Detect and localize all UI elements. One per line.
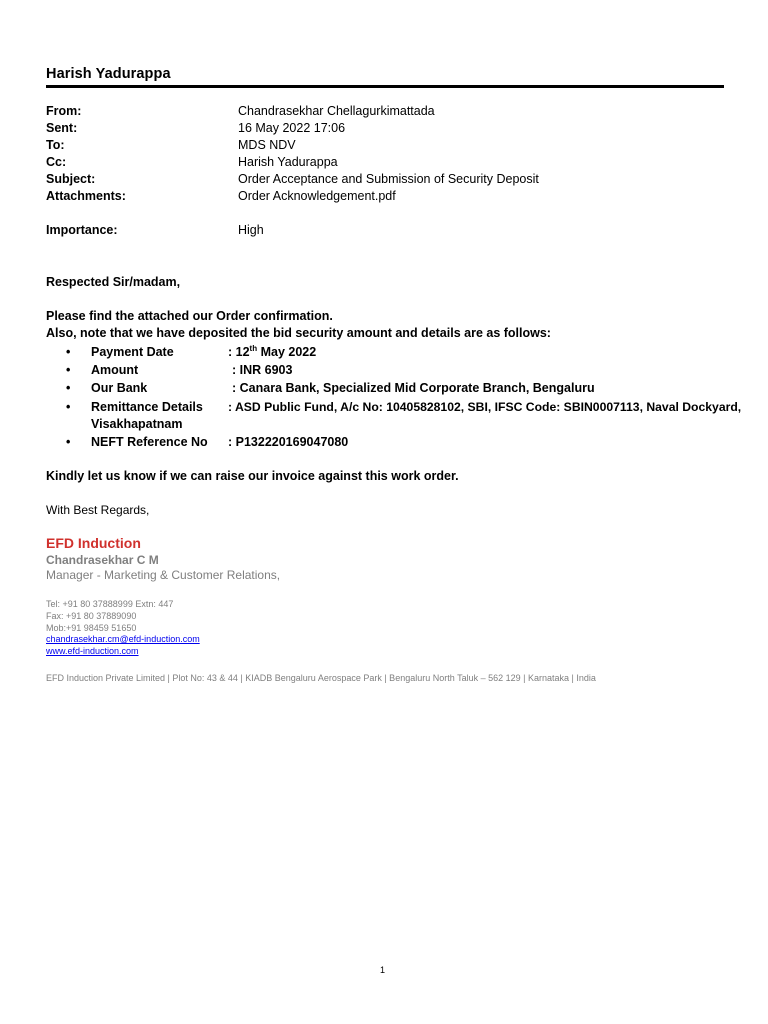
importance-value: High — [238, 223, 264, 237]
cc-value: Harish Yadurappa — [238, 155, 338, 169]
bullet-label: Our Bank — [91, 381, 148, 395]
greeting: Respected Sir/madam, — [46, 275, 181, 289]
sent-value: 16 May 2022 17:06 — [238, 121, 346, 135]
bullet-icon: • — [66, 435, 71, 449]
bullet-label: Amount — [91, 363, 139, 377]
bullet-label: NEFT Reference No — [91, 435, 208, 449]
importance-label: Importance: — [46, 223, 118, 237]
page-number: 1 — [380, 965, 386, 975]
subject-label: Subject: — [46, 172, 96, 186]
signature-title: Manager - Marketing & Customer Relations, — [46, 568, 281, 582]
regards: With Best Regards, — [46, 503, 150, 517]
attachments-label: Attachments: — [46, 189, 126, 203]
signature-name: Chandrasekhar C M — [46, 553, 159, 567]
from-value: Chandrasekhar Chellagurkimattada — [238, 104, 435, 118]
to-label: To: — [46, 138, 65, 152]
bullet-value: : 12th May 2022 — [228, 343, 317, 359]
attachment-file[interactable]: Order Acknowledgement.pdf — [238, 189, 396, 203]
bullet-icon: • — [66, 381, 71, 395]
signature-email-link[interactable]: chandrasekhar.cm@efd-induction.com — [46, 634, 200, 644]
signature-website-link[interactable]: www.efd-induction.com — [46, 646, 139, 656]
signature-fax: Fax: +91 80 37889090 — [46, 611, 137, 621]
body-line-2: Also, note that we have deposited the bid security amount and details are as follows: — [46, 326, 551, 340]
signature-address: EFD Induction Private Limited | Plot No: 43 & 44 | KIADB Bengaluru Aerospace Park | Bengaluru North Taluk – 562 129 | Karnataka | India — [46, 673, 596, 683]
bullet-value: : INR 6903 — [232, 363, 293, 377]
to-value: MDS NDV — [238, 138, 296, 152]
mailbox-owner-name: Harish Yadurappa — [46, 66, 171, 82]
bullet-label: Payment Date — [91, 345, 174, 359]
bullet-label: Remittance Details — [91, 400, 203, 414]
closing-line: Kindly let us know if we can raise our invoice against this work order. — [46, 469, 459, 483]
bullet-value-continuation: Visakhapatnam — [91, 417, 183, 431]
body-line-1: Please find the attached our Order confirmation. — [46, 309, 333, 323]
signature-mobile: Mob:+91 98459 51650 — [46, 623, 137, 633]
bullet-value: : Canara Bank, Specialized Mid Corporate Branch, Bengaluru — [232, 381, 595, 395]
cc-label: Cc: — [46, 155, 67, 169]
subject-value: Order Acceptance and Submission of Security Deposit — [238, 172, 539, 186]
from-label: From: — [46, 104, 82, 118]
signature-tel: Tel: +91 80 37888999 Extn: 447 — [46, 599, 174, 609]
header-divider — [46, 85, 724, 88]
bullet-icon: • — [66, 363, 71, 377]
signature-company: EFD Induction — [46, 535, 141, 551]
sent-label: Sent: — [46, 121, 78, 135]
bullet-value: : P132220169047080 — [228, 435, 349, 449]
bullet-icon: • — [66, 345, 71, 359]
bullet-value: : ASD Public Fund, A/c No: 10405828102, SBI, IFSC Code: SBIN0007113, Naval Dockyard, — [228, 400, 742, 414]
bullet-icon: • — [66, 400, 71, 414]
